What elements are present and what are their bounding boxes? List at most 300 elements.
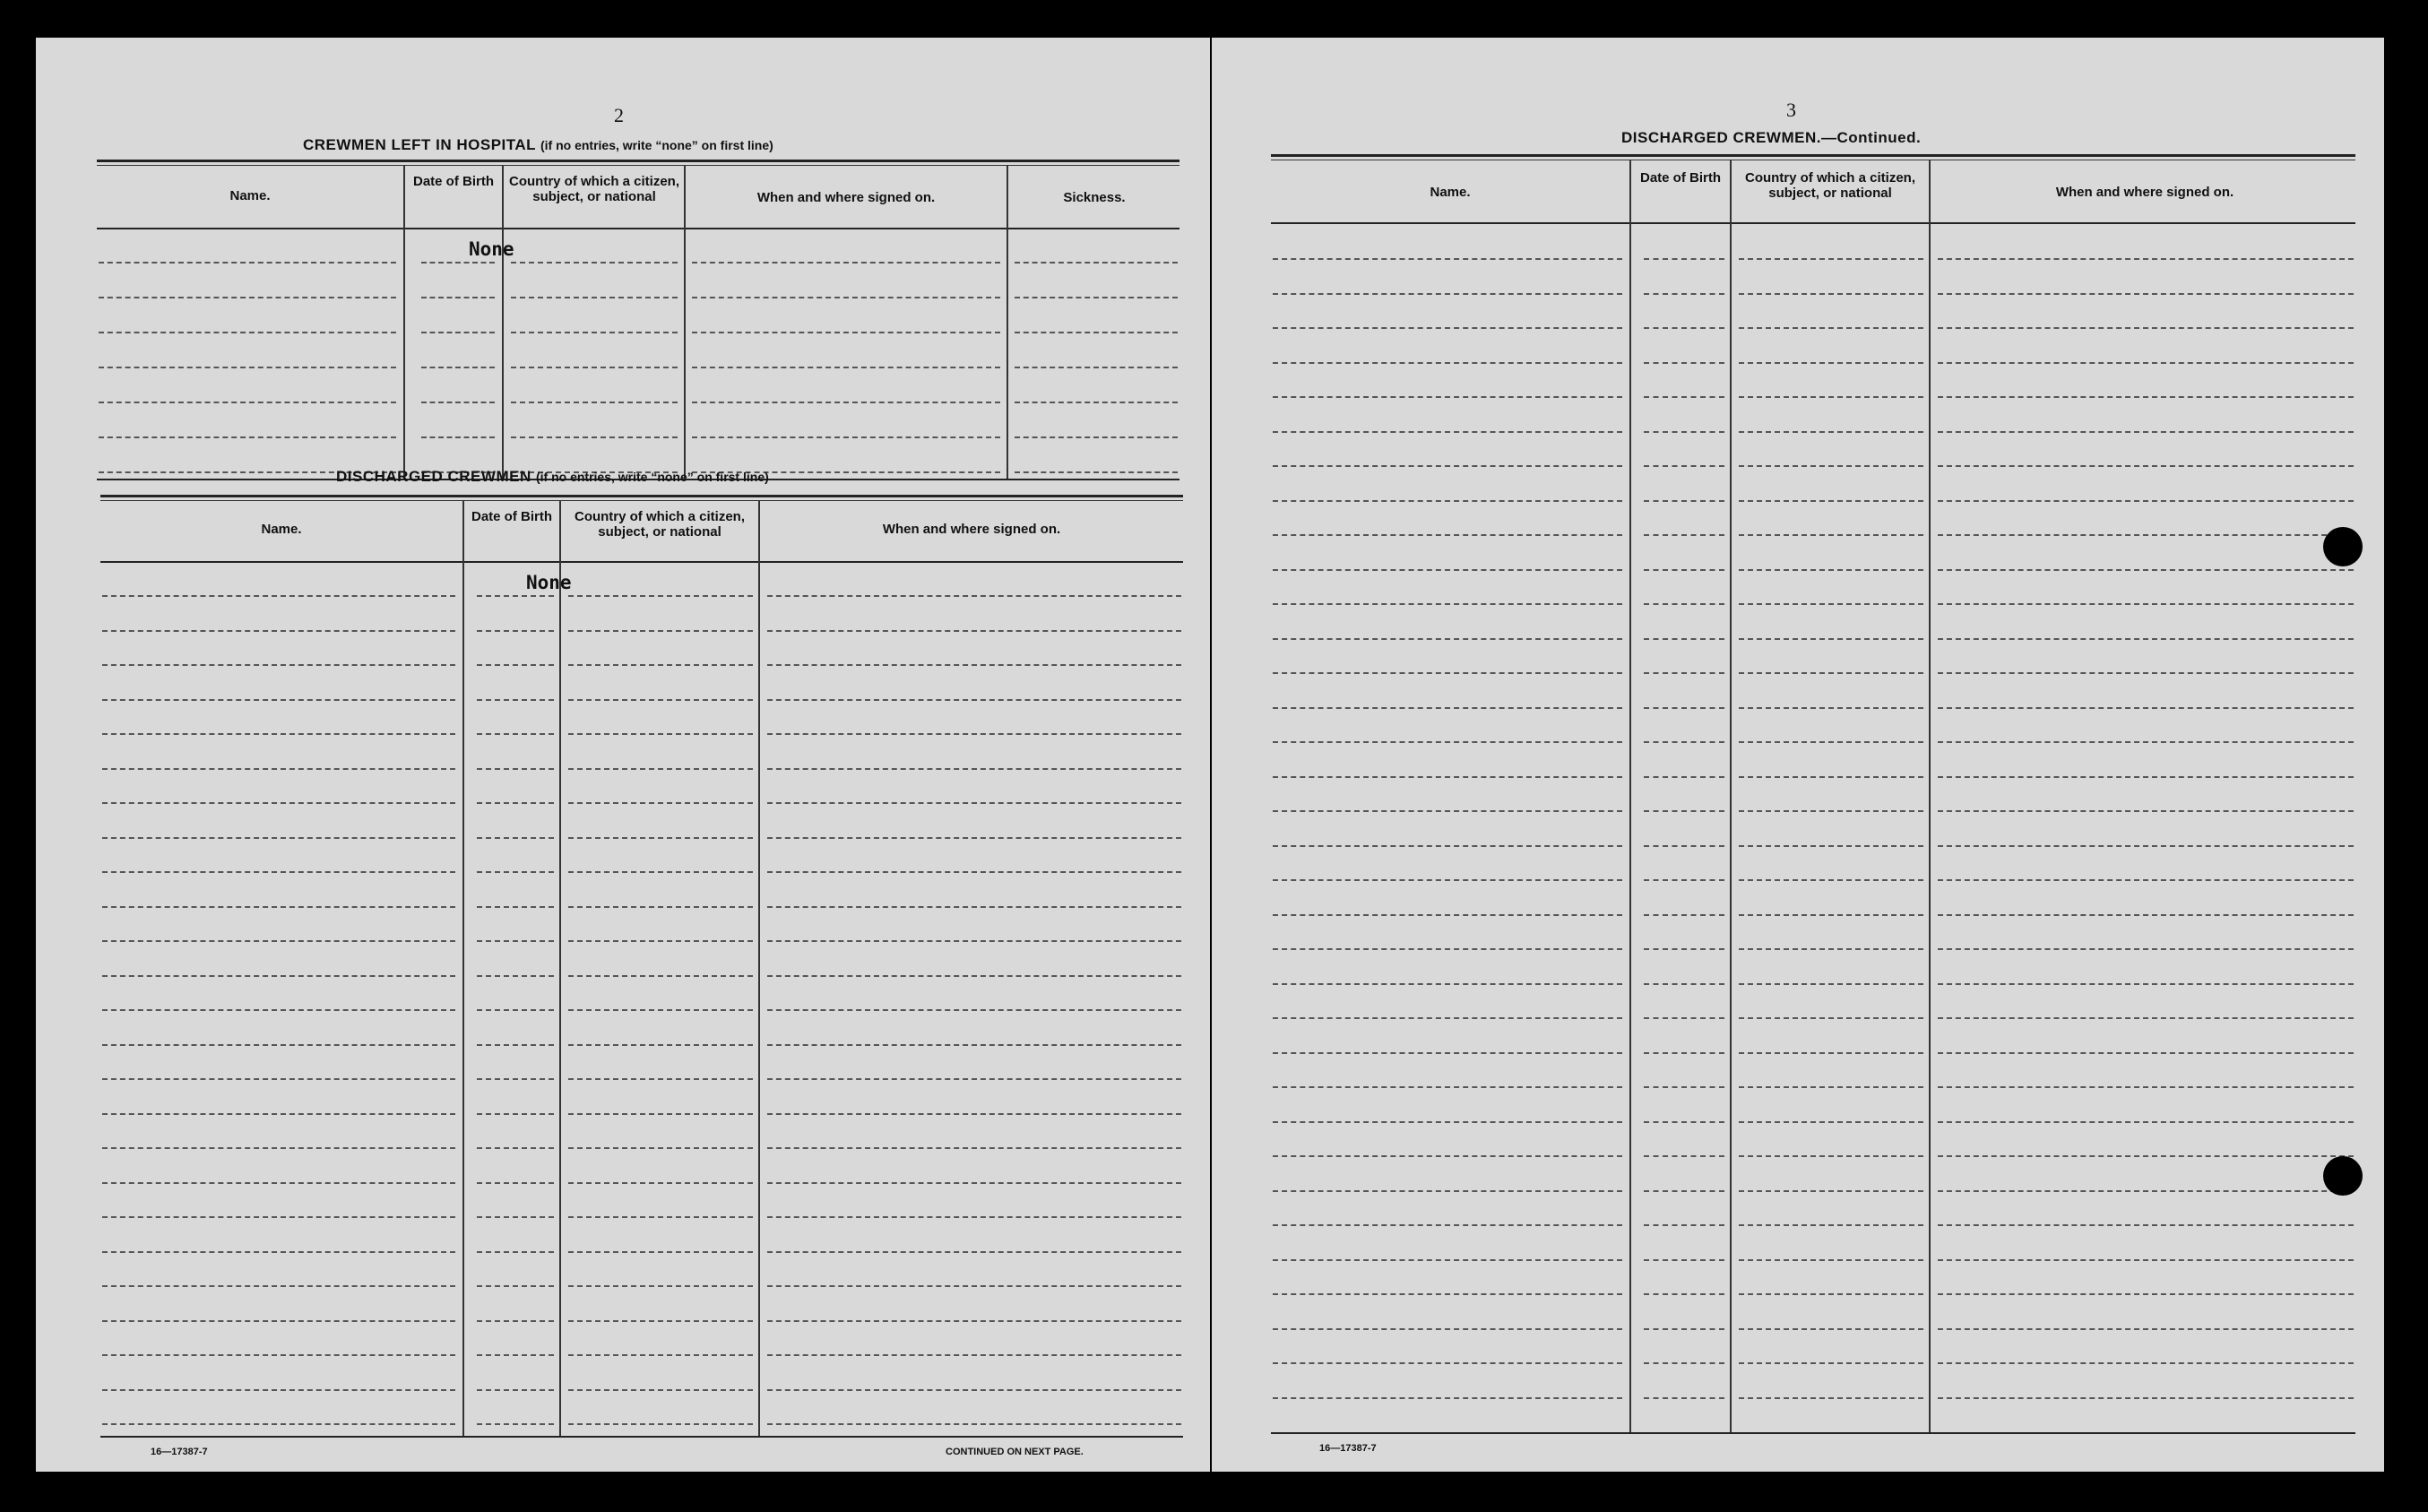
discharged-col-divider xyxy=(462,500,464,1436)
discharged-row-line xyxy=(102,1251,455,1253)
discharged-title-note: (if no entries, write “none” on first line) xyxy=(535,470,769,484)
discharged-row-line xyxy=(477,906,554,908)
hospital-row-line xyxy=(1015,436,1178,438)
right-row-line xyxy=(1739,741,1923,743)
right-row-line xyxy=(1739,810,1923,812)
hospital-row-line xyxy=(511,297,678,298)
right-row-line xyxy=(1644,362,1724,364)
discharged-row-line xyxy=(102,1423,455,1425)
discharged-row-line xyxy=(767,802,1181,804)
discharged-row-line xyxy=(568,1009,753,1011)
right-row-line xyxy=(1938,431,2354,433)
right-row-line xyxy=(1644,914,1724,916)
discharged-section-title xyxy=(336,468,769,486)
right-row-line xyxy=(1644,983,1724,985)
discharged-row-line xyxy=(568,906,753,908)
discharged-row-line xyxy=(767,1009,1181,1011)
right-row-line xyxy=(1739,1052,1923,1054)
discharged-row-line xyxy=(767,1389,1181,1391)
discharged-row-line xyxy=(102,664,455,666)
right-row-line xyxy=(1739,1362,1923,1364)
right-row-line xyxy=(1273,948,1622,950)
discharged-row-line xyxy=(767,664,1181,666)
right-row-line xyxy=(1739,1086,1923,1088)
right-header-rule xyxy=(1271,222,2355,224)
discharged-row-line xyxy=(568,1354,753,1356)
right-header-name: Name. xyxy=(1430,185,1471,200)
form-number: 16—17387-7 xyxy=(1319,1443,1377,1454)
right-row-line xyxy=(1739,1259,1923,1261)
hospital-row-line xyxy=(421,262,495,264)
discharged-row-line xyxy=(477,1389,554,1391)
hospital-top-rule xyxy=(97,160,1179,162)
right-row-line xyxy=(1644,776,1724,778)
right-row-line xyxy=(1273,1190,1622,1192)
discharged-row-line xyxy=(102,1147,455,1149)
discharged-row-line xyxy=(568,1147,753,1149)
discharged-row-line xyxy=(477,1354,554,1356)
right-row-line xyxy=(1938,534,2354,536)
discharged-title-text: DISCHARGED CREWMEN xyxy=(336,468,531,485)
hospital-row-line xyxy=(692,367,1000,368)
right-col-divider xyxy=(1629,160,1631,1432)
discharged-header-signed: When and where signed on. xyxy=(882,522,1061,537)
hospital-header-country: Country of which a citizen, subject, or national xyxy=(509,174,680,204)
discharged-row-line xyxy=(102,1009,455,1011)
discharged-row-line xyxy=(102,1044,455,1046)
discharged-row-line xyxy=(102,906,455,908)
hospital-top-rule-2 xyxy=(97,165,1179,166)
right-row-line xyxy=(1644,1293,1724,1295)
right-row-line xyxy=(1644,431,1724,433)
discharged-row-line xyxy=(477,975,554,977)
right-row-line xyxy=(1273,1017,1622,1019)
right-row-line xyxy=(1273,603,1622,605)
discharged-row-line xyxy=(568,1044,753,1046)
discharged-row-line xyxy=(767,1354,1181,1356)
hospital-row-line xyxy=(1015,297,1178,298)
discharged-row-line xyxy=(568,1113,753,1115)
right-bottom-rule xyxy=(1271,1432,2355,1434)
right-row-line xyxy=(1938,1155,2354,1157)
discharged-row-line xyxy=(477,1285,554,1287)
discharged-row-line xyxy=(568,630,753,632)
hospital-row-line xyxy=(692,436,1000,438)
discharged-row-line xyxy=(477,630,554,632)
right-row-line xyxy=(1273,327,1622,329)
hospital-header-signed: When and where signed on. xyxy=(756,190,936,205)
discharged-row-line xyxy=(767,595,1181,597)
right-row-line xyxy=(1273,1086,1622,1088)
discharged-row-line xyxy=(568,699,753,701)
right-row-line xyxy=(1739,293,1923,295)
right-row-line xyxy=(1644,810,1724,812)
right-row-line xyxy=(1644,465,1724,467)
right-row-line xyxy=(1739,948,1923,950)
hospital-row-line xyxy=(692,262,1000,264)
punch-hole xyxy=(2323,1156,2363,1196)
discharged-continued-title: DISCHARGED CREWMEN.—Continued. xyxy=(1621,129,1922,146)
continued-note: CONTINUED ON NEXT PAGE. xyxy=(946,1447,1084,1457)
hospital-row-line xyxy=(421,297,495,298)
right-row-line xyxy=(1938,1052,2354,1054)
right-row-line xyxy=(1938,672,2354,674)
discharged-row-line xyxy=(767,630,1181,632)
right-row-line xyxy=(1739,914,1923,916)
right-row-line xyxy=(1938,776,2354,778)
right-row-line xyxy=(1644,948,1724,950)
discharged-row-line xyxy=(477,1216,554,1218)
discharged-top-rule-2 xyxy=(100,500,1183,501)
discharged-row-line xyxy=(568,1285,753,1287)
right-row-line xyxy=(1739,569,1923,571)
right-row-line xyxy=(1938,465,2354,467)
hospital-col-divider xyxy=(502,165,504,479)
right-row-line xyxy=(1273,638,1622,640)
discharged-row-line xyxy=(767,906,1181,908)
right-row-line xyxy=(1273,465,1622,467)
punch-hole xyxy=(2323,527,2363,566)
discharged-row-line xyxy=(767,1078,1181,1080)
right-row-line xyxy=(1644,569,1724,571)
right-row-line xyxy=(1739,500,1923,502)
hospital-col-divider xyxy=(403,165,405,479)
right-row-line xyxy=(1938,810,2354,812)
right-col-divider xyxy=(1730,160,1732,1432)
discharged-row-line xyxy=(767,1216,1181,1218)
hospital-row-line xyxy=(99,436,396,438)
discharged-row-line xyxy=(477,1251,554,1253)
right-row-line xyxy=(1739,845,1923,847)
discharged-row-line xyxy=(102,940,455,942)
hospital-row-line xyxy=(421,436,495,438)
right-row-line xyxy=(1644,1052,1724,1054)
hospital-row-line xyxy=(1015,367,1178,368)
discharged-row-line xyxy=(102,1216,455,1218)
right-row-line xyxy=(1644,1397,1724,1399)
hospital-header-sickness: Sickness. xyxy=(1063,190,1126,205)
right-row-line xyxy=(1273,258,1622,260)
right-row-line xyxy=(1644,396,1724,398)
right-row-line xyxy=(1644,845,1724,847)
discharged-row-line xyxy=(568,1216,753,1218)
page-number: 2 xyxy=(614,104,624,126)
hospital-row-line xyxy=(1015,332,1178,333)
right-row-line xyxy=(1739,603,1923,605)
right-row-line xyxy=(1644,327,1724,329)
right-row-line xyxy=(1938,1362,2354,1364)
right-row-line xyxy=(1644,879,1724,881)
discharged-row-line xyxy=(477,1423,554,1425)
discharged-col-divider xyxy=(559,500,561,1436)
hospital-section-title xyxy=(303,136,773,154)
discharged-row-line xyxy=(767,768,1181,770)
right-row-line xyxy=(1273,1328,1622,1330)
discharged-row-line xyxy=(477,802,554,804)
right-row-line xyxy=(1739,362,1923,364)
right-row-line xyxy=(1644,741,1724,743)
right-row-line xyxy=(1739,776,1923,778)
hospital-row-line xyxy=(692,402,1000,403)
right-row-line xyxy=(1739,1328,1923,1330)
right-header-signed: When and where signed on. xyxy=(2055,185,2234,200)
page-number: 3 xyxy=(1786,99,1796,121)
right-row-line xyxy=(1938,707,2354,709)
right-row-line xyxy=(1644,1017,1724,1019)
right-row-line xyxy=(1938,1397,2354,1399)
right-row-line xyxy=(1739,327,1923,329)
discharged-row-line xyxy=(767,1113,1181,1115)
right-row-line xyxy=(1644,707,1724,709)
discharged-row-line xyxy=(477,1147,554,1149)
right-row-line xyxy=(1644,534,1724,536)
right-header-dob: Date of Birth xyxy=(1640,170,1721,186)
right-row-line xyxy=(1938,396,2354,398)
right-row-line xyxy=(1644,1328,1724,1330)
right-row-line xyxy=(1644,1121,1724,1123)
right-row-line xyxy=(1739,1155,1923,1157)
discharged-row-line xyxy=(477,733,554,735)
right-top-rule xyxy=(1271,154,2355,157)
hospital-row-line xyxy=(99,332,396,333)
right-row-line xyxy=(1938,258,2354,260)
discharged-row-line xyxy=(767,699,1181,701)
right-row-line xyxy=(1273,810,1622,812)
right-header-country: Country of which a citizen, subject, or national xyxy=(1744,170,1915,201)
right-col-divider xyxy=(1929,160,1931,1432)
discharged-row-line xyxy=(568,664,753,666)
hospital-row-line xyxy=(421,367,495,368)
right-row-line xyxy=(1739,1224,1923,1226)
hospital-row-line xyxy=(511,332,678,333)
hospital-row-line xyxy=(421,402,495,403)
discharged-row-line xyxy=(767,1182,1181,1184)
discharged-row-line xyxy=(102,595,455,597)
discharged-row-line xyxy=(102,1354,455,1356)
discharged-row-line xyxy=(477,1182,554,1184)
hospital-row-line xyxy=(99,262,396,264)
hospital-row-line xyxy=(511,367,678,368)
right-row-line xyxy=(1739,879,1923,881)
discharged-row-line xyxy=(568,940,753,942)
discharged-row-line xyxy=(477,1113,554,1115)
right-row-line xyxy=(1273,707,1622,709)
hospital-row-line xyxy=(511,436,678,438)
hospital-col-divider xyxy=(1007,165,1008,479)
hospital-row-line xyxy=(511,402,678,403)
discharged-row-line xyxy=(102,1285,455,1287)
right-row-line xyxy=(1273,1224,1622,1226)
discharged-row-line xyxy=(477,1009,554,1011)
hospital-entry-none: None xyxy=(469,238,514,260)
hospital-title-text: CREWMEN LEFT IN HOSPITAL xyxy=(303,136,536,153)
discharged-row-line xyxy=(568,768,753,770)
right-row-line xyxy=(1273,1362,1622,1364)
right-row-line xyxy=(1739,707,1923,709)
right-row-line xyxy=(1739,1293,1923,1295)
discharged-row-line xyxy=(102,768,455,770)
hospital-row-line xyxy=(1015,402,1178,403)
left-page xyxy=(36,38,1210,1472)
right-row-line xyxy=(1273,1293,1622,1295)
discharged-row-line xyxy=(102,630,455,632)
hospital-header-rule xyxy=(97,228,1179,229)
right-row-line xyxy=(1273,1121,1622,1123)
right-row-line xyxy=(1273,776,1622,778)
discharged-header-name: Name. xyxy=(261,522,302,537)
discharged-row-line xyxy=(568,1320,753,1322)
discharged-row-line xyxy=(767,1147,1181,1149)
right-row-line xyxy=(1273,914,1622,916)
right-row-line xyxy=(1938,1293,2354,1295)
right-row-line xyxy=(1273,741,1622,743)
right-row-line xyxy=(1938,914,2354,916)
discharged-row-line xyxy=(477,699,554,701)
right-row-line xyxy=(1938,1086,2354,1088)
right-row-line xyxy=(1273,431,1622,433)
right-row-line xyxy=(1938,327,2354,329)
right-row-line xyxy=(1739,1017,1923,1019)
right-row-line xyxy=(1644,672,1724,674)
discharged-top-rule xyxy=(100,495,1183,497)
discharged-row-line xyxy=(102,1320,455,1322)
right-row-line xyxy=(1739,1190,1923,1192)
hospital-row-line xyxy=(99,297,396,298)
discharged-row-line xyxy=(477,940,554,942)
discharged-header-country: Country of which a citizen, subject, or national xyxy=(574,509,745,540)
right-row-line xyxy=(1273,1155,1622,1157)
discharged-row-line xyxy=(767,975,1181,977)
discharged-row-line xyxy=(767,1251,1181,1253)
discharged-row-line xyxy=(767,871,1181,873)
discharged-row-line xyxy=(568,1182,753,1184)
right-row-line xyxy=(1739,258,1923,260)
hospital-row-line xyxy=(692,332,1000,333)
right-row-line xyxy=(1273,845,1622,847)
right-row-line xyxy=(1644,1086,1724,1088)
right-row-line xyxy=(1644,258,1724,260)
right-row-line xyxy=(1938,1017,2354,1019)
hospital-col-divider xyxy=(684,165,686,479)
discharged-header-rule xyxy=(100,561,1183,563)
right-row-line xyxy=(1739,1397,1923,1399)
discharged-row-line xyxy=(102,733,455,735)
discharged-row-line xyxy=(568,733,753,735)
discharged-row-line xyxy=(767,1320,1181,1322)
right-page xyxy=(1212,38,2384,1472)
discharged-row-line xyxy=(102,871,455,873)
discharged-row-line xyxy=(767,837,1181,839)
discharged-row-line xyxy=(477,837,554,839)
right-row-line xyxy=(1938,603,2354,605)
discharged-row-line xyxy=(477,768,554,770)
right-row-line xyxy=(1739,1121,1923,1123)
discharged-row-line xyxy=(477,1044,554,1046)
right-row-line xyxy=(1938,1121,2354,1123)
discharged-row-line xyxy=(767,1044,1181,1046)
discharged-row-line xyxy=(568,595,753,597)
right-row-line xyxy=(1273,983,1622,985)
right-row-line xyxy=(1938,500,2354,502)
discharged-row-line xyxy=(568,1389,753,1391)
form-number: 16—17387-7 xyxy=(151,1447,208,1457)
right-row-line xyxy=(1938,845,2354,847)
right-row-line xyxy=(1739,465,1923,467)
right-row-line xyxy=(1273,293,1622,295)
right-row-line xyxy=(1938,1328,2354,1330)
right-row-line xyxy=(1273,362,1622,364)
right-row-line xyxy=(1644,500,1724,502)
right-row-line xyxy=(1938,948,2354,950)
discharged-row-line xyxy=(477,871,554,873)
discharged-row-line xyxy=(767,1423,1181,1425)
right-row-line xyxy=(1739,672,1923,674)
discharged-row-line xyxy=(102,1182,455,1184)
discharged-row-line xyxy=(102,975,455,977)
discharged-row-line xyxy=(767,733,1181,735)
discharged-row-line xyxy=(102,1389,455,1391)
right-row-line xyxy=(1273,1259,1622,1261)
right-row-line xyxy=(1938,879,2354,881)
discharged-row-line xyxy=(568,1078,753,1080)
right-row-line xyxy=(1273,534,1622,536)
right-row-line xyxy=(1644,1362,1724,1364)
discharged-row-line xyxy=(568,871,753,873)
discharged-col-divider xyxy=(758,500,760,1436)
discharged-row-line xyxy=(568,1423,753,1425)
hospital-row-line xyxy=(99,367,396,368)
hospital-row-line xyxy=(99,402,396,403)
right-row-line xyxy=(1938,1259,2354,1261)
right-row-line xyxy=(1273,879,1622,881)
discharged-row-line xyxy=(102,802,455,804)
discharged-row-line xyxy=(102,699,455,701)
right-row-line xyxy=(1273,1052,1622,1054)
discharged-row-line xyxy=(568,837,753,839)
discharged-row-line xyxy=(477,595,554,597)
discharged-row-line xyxy=(568,1251,753,1253)
discharged-row-line xyxy=(102,1078,455,1080)
discharged-row-line xyxy=(102,837,455,839)
right-row-line xyxy=(1938,983,2354,985)
discharged-row-line xyxy=(568,975,753,977)
right-row-line xyxy=(1644,603,1724,605)
discharged-row-line xyxy=(477,1078,554,1080)
right-row-line xyxy=(1938,293,2354,295)
hospital-row-line xyxy=(1015,471,1178,473)
hospital-row-line xyxy=(1015,262,1178,264)
discharged-row-line xyxy=(102,1113,455,1115)
right-row-line xyxy=(1273,672,1622,674)
right-row-line xyxy=(1739,983,1923,985)
right-row-line xyxy=(1644,638,1724,640)
right-row-line xyxy=(1938,1190,2354,1192)
right-row-line xyxy=(1739,396,1923,398)
hospital-row-line xyxy=(692,297,1000,298)
hospital-row-line xyxy=(421,332,495,333)
discharged-row-line xyxy=(477,1320,554,1322)
discharged-row-line xyxy=(477,664,554,666)
right-row-line xyxy=(1739,534,1923,536)
hospital-header-name: Name. xyxy=(229,188,271,203)
hospital-header-dob: Date of Birth xyxy=(413,174,494,189)
right-row-line xyxy=(1644,1190,1724,1192)
discharged-row-line xyxy=(767,940,1181,942)
right-row-line xyxy=(1273,569,1622,571)
discharged-header-dob: Date of Birth xyxy=(471,509,552,524)
right-row-line xyxy=(1644,1259,1724,1261)
discharged-row-line xyxy=(568,802,753,804)
